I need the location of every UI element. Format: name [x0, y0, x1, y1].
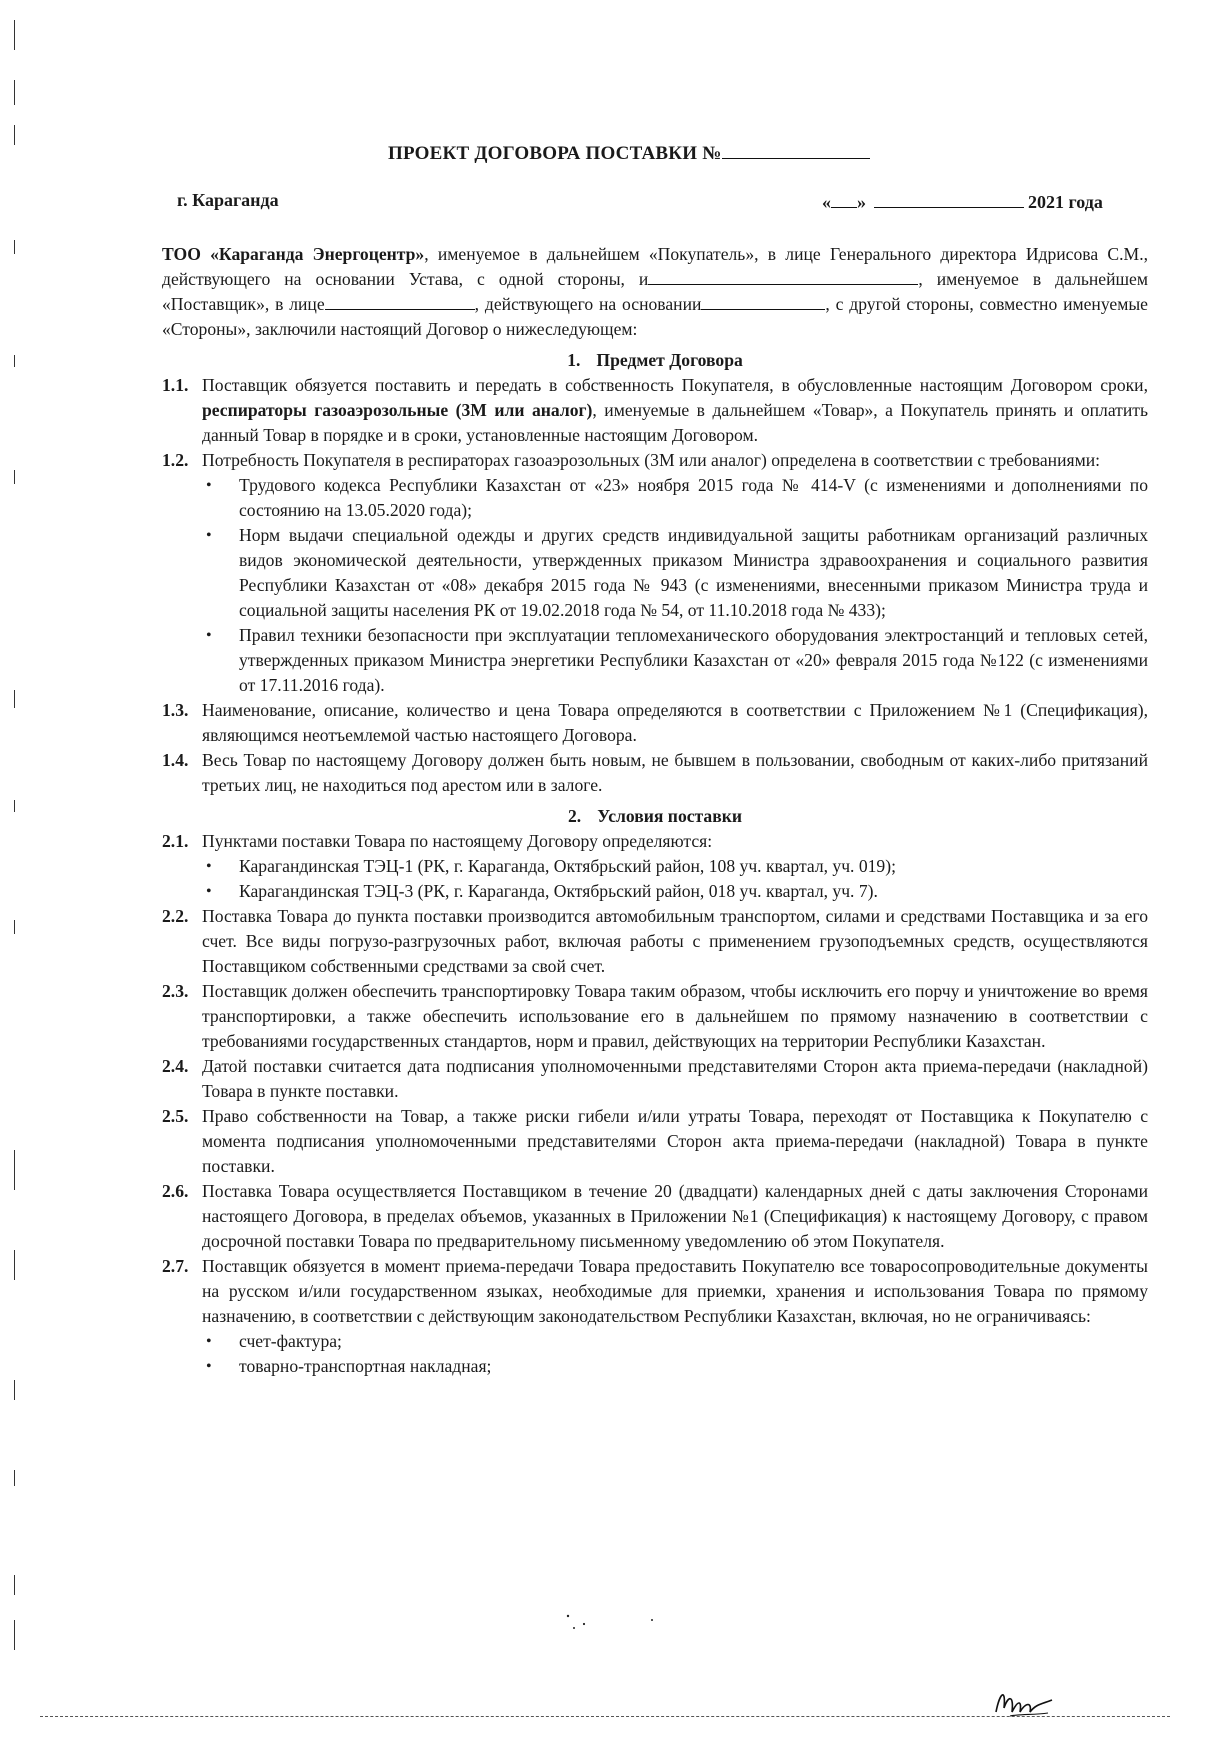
clause-bullet-list [162, 473, 1148, 698]
clause-number: 1.2. [162, 450, 189, 470]
clause-number: 2.1. [162, 831, 189, 851]
intro-text-3: , действующего на основании [474, 294, 702, 314]
date-quote-close: » [857, 192, 866, 212]
bullet-item: • Карагандинская ТЭЦ-3 (РК, г. Караганда, Октябрьский район, 018 уч. квартал, уч. 7). [162, 879, 1148, 904]
clause-text-pre: Право собственности на Товар, а также риски гибели и/или утраты Товара, переходят от Поставщика к Покупателю с момента подписания уполномоченными представителями Сторон акта приема-передачи (накладной) Товара в пункте поставки. [202, 1106, 1148, 1176]
clause [162, 904, 1148, 979]
clause-bullet-list [162, 854, 1148, 904]
clause-text [202, 750, 1148, 795]
supplier-representative-blank [325, 292, 475, 310]
intro-paragraph [162, 242, 1148, 342]
day-blank [831, 193, 857, 208]
clause-number: 1.4. [162, 750, 189, 770]
date-line [822, 192, 1103, 213]
clause-text [202, 450, 1100, 470]
bullet-item: • Трудового кодекса Республики Казахстан от «23» ноября 2015 года № 414-V (с изменениями и дополнениями по состоянию на 13.05.2020 года); [162, 473, 1148, 523]
bullet-item: • Норм выдачи специальной одежды и других средств индивидуальной защиты работникам организаций различных видов экономической деятельности, утвержденных приказом Министра здравоохранения и социального развития Республики Казахстан от «08» декабря 2015 года № 943 (с изменениями, внесенными приказом Министра труда и социальной защиты населения РК от 19.02.2018 года № 54, от 11.10.2018 года № 433); [162, 523, 1148, 623]
clause-text [202, 375, 1148, 445]
clause-text [202, 700, 1148, 745]
supplier-name-blank [648, 267, 918, 285]
scan-edge-marks [14, 0, 17, 1740]
clause-text [202, 1181, 1148, 1251]
clause-text [202, 981, 1148, 1051]
clause-text-pre: Потребность Покупателя в респираторах газоаэрозольных (3М или аналог) определена в соответствии с требованиями: [202, 450, 1101, 470]
month-blank [874, 193, 1024, 208]
city-line: г. Караганда [177, 190, 279, 210]
clause-text [202, 1056, 1148, 1101]
clause-bullet-list [162, 1329, 1148, 1379]
clause-number: 2.2. [162, 906, 189, 926]
clause [162, 698, 1148, 748]
supplier-basis-blank [701, 292, 825, 310]
clause-text [202, 831, 712, 851]
section-number: 2. [568, 806, 582, 826]
clause-number: 1.1. [162, 375, 189, 395]
section-heading [162, 804, 1148, 829]
contract-body [162, 242, 1148, 1379]
intro-text-2: , именуемое в дальнейшем «Поставщик», в лице [162, 269, 1148, 314]
clause-text-pre: Поставщик обязуется поставить и передать в собственность Покупателя, в обусловленные настоящим Договором сроки, [202, 375, 1148, 395]
clause-number: 1.3. [162, 700, 189, 720]
section-heading [162, 348, 1148, 373]
clause-text-pre: Поставщик обязуется в момент приема-передачи Товара предоставить Покупателю все товаросопроводительные документы на русском и/или государственном языках, необходимые для приемки, хранения и использования Товара по прямому назначению, в соответствии с действующим законодательством Республики Казахстан, включая, но не ограничиваясь: [202, 1256, 1148, 1326]
clause-text-pre: Датой поставки считается дата подписания уполномоченными представителями Сторон акта приема-передачи (накладной) Товара в пункте поставки. [202, 1056, 1148, 1101]
date-year: 2021 года [1028, 192, 1103, 212]
clause [162, 1054, 1148, 1104]
intro-text-1: , именуемое в дальнейшем «Покупатель», в лице Генерального директора Идрисова С.М., действующего на основании Устава, с одной стороны, и [162, 244, 1148, 289]
clause [162, 1104, 1148, 1179]
title-text: ПРОЕКТ ДОГОВОРА ПОСТАВКИ № [388, 143, 722, 164]
intro-text-4: , с другой стороны, совместно именуемые «Стороны», заключили настоящий Договор о нижеследующем: [162, 294, 1148, 339]
clause-number: 2.4. [162, 1056, 189, 1076]
clause [162, 373, 1148, 448]
section-title: Предмет Договора [596, 350, 743, 370]
clause-text-pre: Пунктами поставки Товара по настоящему Договору определяются: [202, 831, 713, 851]
bullet-item: • Карагандинская ТЭЦ-1 (РК, г. Караганда, Октябрьский район, 108 уч. квартал, уч. 019); [162, 854, 1148, 879]
clause-text [202, 1256, 1148, 1326]
clause-number: 2.5. [162, 1106, 189, 1126]
clause [162, 1254, 1148, 1329]
clause-text-pre: Поставщик должен обеспечить транспортировку Товара таким образом, чтобы исключить его порчу и уничтожение во время транспортировки, а также обеспечить использование его в дальнейшем по прямому назначению в соответствии с требованиями государственных стандартов, норм и правил, действующих на территории Республики Казахстан. [202, 981, 1148, 1051]
bullet-item: • счет-фактура; [162, 1329, 1148, 1354]
date-quote-open: « [822, 192, 831, 212]
section-number: 1. [567, 350, 581, 370]
clause-text-pre: Поставка Товара осуществляется Поставщиком в течение 20 (двадцати) календарных дней с даты заключения Сторонами настоящего Договора, в пределах объемов, указанных в Приложении №1 (Спецификация) к настоящему Договору, с правом досрочной поставки Товара по предварительному письменному уведомлению об этом Покупателя. [202, 1181, 1148, 1251]
clause-number: 2.7. [162, 1256, 189, 1276]
scan-specks [560, 1610, 720, 1640]
clause-text [202, 906, 1148, 976]
bullet-item: • Правил техники безопасности при эксплуатации тепломеханического оборудования электростанций и тепловых сетей, утвержденных приказом Министра энергетики Республики Казахстан от «20» февраля 2015 года №122 (с изменениями от 17.11.2016 года). [162, 623, 1148, 698]
bullet-item: • товарно-транспортная накладная; [162, 1354, 1148, 1379]
clause-number: 2.3. [162, 981, 189, 1001]
clause-text-pre: Весь Товар по настоящему Договору должен быть новым, не бывшем в пользовании, свободным от каких-либо притязаний третьих лиц, не находиться под арестом или в залоге. [202, 750, 1148, 795]
section-title: Условия поставки [597, 806, 742, 826]
clause [162, 979, 1148, 1054]
clause-text-pre: Наименование, описание, количество и цена Товара определяются в соответствии с Приложением №1 (Спецификация), являющимся неотъемлемой частью настоящего Договора. [202, 700, 1148, 745]
clause-text-bold: респираторы газоаэрозольные (3М или аналог) [202, 400, 593, 420]
clause [162, 1179, 1148, 1254]
buyer-company: ТОО «Караганда Энергоцентр» [162, 244, 425, 264]
contract-number-blank [722, 142, 870, 159]
clause-text [202, 1106, 1148, 1176]
clause-text-post: , именуемые в дальнейшем «Товар», а Покупатель принять и оплатить данный Товар в порядке и в сроки, установленные настоящим Договором. [202, 400, 1148, 445]
clause-number: 2.6. [162, 1181, 189, 1201]
document-title [388, 142, 870, 165]
sections-container [162, 348, 1148, 1379]
clause [162, 448, 1148, 473]
clause-text-pre: Поставка Товара до пункта поставки производится автомобильным транспортом, силами и средствами Поставщика и за его счет. Все виды погрузо-разгрузочных работ, включая работы с применением грузоподъемных средств, осуществляются Поставщиком собственными средствами за свой счет. [202, 906, 1148, 976]
clause [162, 829, 1148, 854]
clause [162, 748, 1148, 798]
footer-rule [40, 1716, 1170, 1717]
